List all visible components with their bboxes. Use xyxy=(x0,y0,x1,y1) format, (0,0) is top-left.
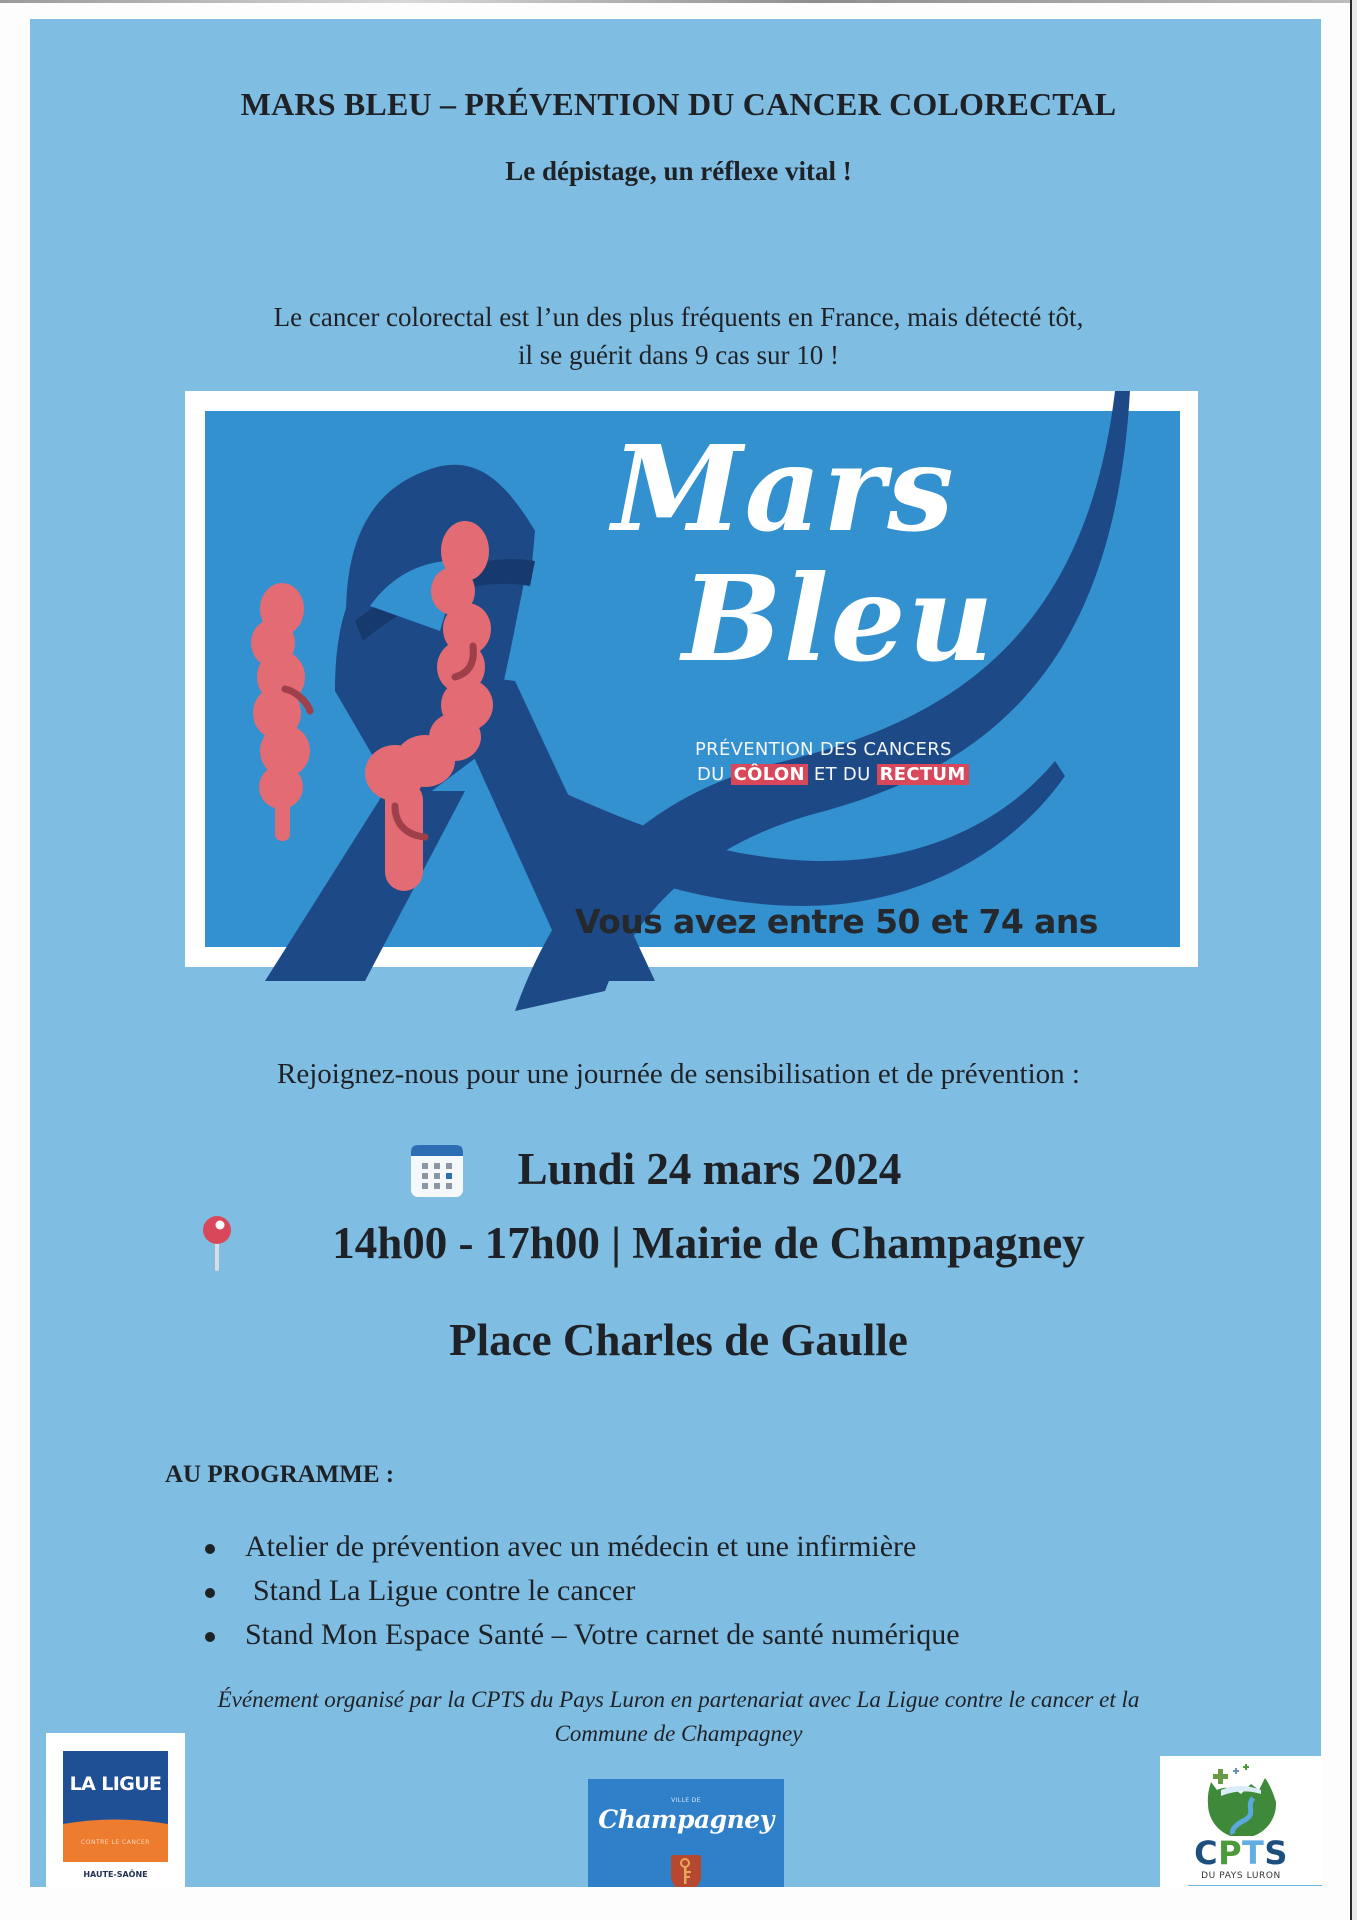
page-subtitle: Le dépistage, un réflexe vital ! xyxy=(505,156,852,186)
cpts-logo-subtitle: DU PAYS LURON xyxy=(1201,1871,1281,1881)
ligue-logo-name: LA LIGUE xyxy=(69,1773,162,1795)
credits-line-2: Commune de Champagney xyxy=(554,1721,803,1746)
event-date: Lundi 24 mars 2024 xyxy=(517,1144,902,1194)
credits-line-1: Événement organisé par la CPTS du Pays Luron en partenariat avec La Ligue contre le cancer et la xyxy=(217,1687,1140,1712)
cpts-logo-letters: CPTS xyxy=(1194,1834,1288,1872)
cpts-landscape-icon xyxy=(1201,1764,1283,1836)
intro-line-1: Le cancer colorectal est l’un des plus fréquents en France, mais détecté tôt, xyxy=(273,302,1084,332)
cpts-logo-underline xyxy=(1188,1885,1322,1886)
la-ligue-logo xyxy=(46,1733,185,1888)
rectum-tag: RECTUM xyxy=(877,764,969,785)
colon-tag: CÔLON xyxy=(731,764,808,785)
banner-age-range: Vous avez entre 50 et 74 ans xyxy=(575,902,1098,941)
scan-edge-top xyxy=(0,0,1357,3)
event-invitation: Rejoignez-nous pour une journée de sensibilisation et de prévention : xyxy=(277,1058,1080,1090)
scan-margin-right xyxy=(1352,0,1357,1920)
banner-prevention-line-1: PRÉVENTION DES CANCERS xyxy=(695,739,952,760)
bullet-icon xyxy=(205,1632,215,1642)
champagney-logo-name: Champagney xyxy=(598,1805,774,1834)
page-title: MARS BLEU – PRÉVENTION DU CANCER COLORECTAL xyxy=(240,86,1117,122)
banner-prevention-middle: ET DU xyxy=(813,764,871,785)
banner-prevention-prefix: DU xyxy=(697,764,725,785)
ligue-logo-region: HAUTE-SAÔNE xyxy=(83,1870,148,1879)
ligue-logo-subtitle: CONTRE LE CANCER xyxy=(81,1839,150,1846)
cpts-logo xyxy=(1160,1756,1322,1887)
bullet-icon xyxy=(205,1544,215,1554)
bullet-icon xyxy=(205,1588,215,1598)
intro-line-2: il se guérit dans 9 cas sur 10 ! xyxy=(518,340,839,370)
event-address: Place Charles de Gaulle xyxy=(449,1315,908,1365)
champagney-logo xyxy=(588,1779,784,1887)
programme-heading: AU PROGRAMME : xyxy=(165,1461,395,1488)
banner-script-bleu: Bleu xyxy=(682,549,996,688)
banner-script-mars: Mars xyxy=(612,419,956,558)
banner-prevention-line-2 xyxy=(697,764,969,785)
event-time-location: 14h00 - 17h00 | Mairie de Champagney xyxy=(332,1218,1085,1268)
coat-of-arms-icon xyxy=(671,1855,701,1887)
champagney-logo-prefix: VILLE DE xyxy=(671,1797,701,1804)
